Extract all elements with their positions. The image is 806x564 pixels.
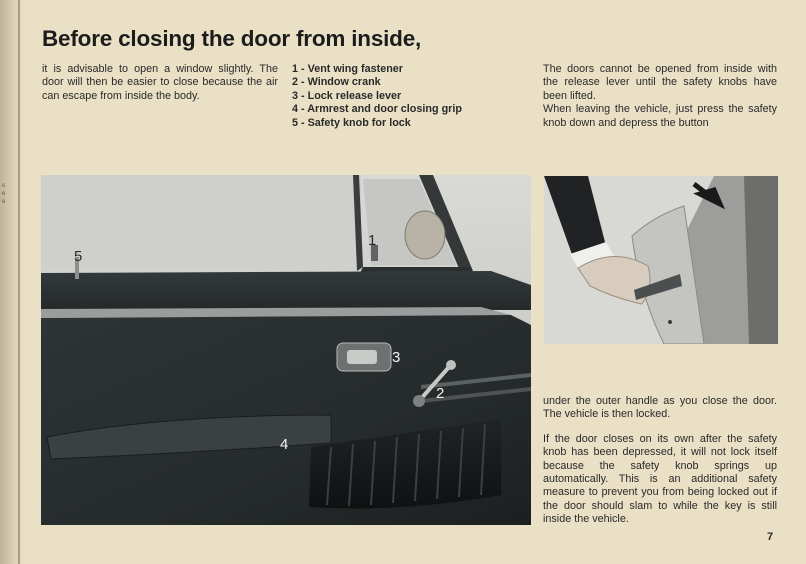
safety-knob-paragraph: The doors cannot be opened from inside with the release lever until the safety knobs have been lifted. xyxy=(543,63,777,102)
door-interior-photo xyxy=(41,175,531,525)
gutter-marks: s e e xyxy=(2,183,6,205)
legend-item: 1 - Vent wing fastener xyxy=(292,63,403,75)
callout-5: 5 xyxy=(74,248,83,265)
auto-spring-paragraph: If the door closes on its own after the safety knob has been depressed, it will not lock itself because the safety knob springs up automatically. This is an additional safety measure to prevent you from being locked out if the door should slam to while the key is still inside the vehicle. xyxy=(543,432,777,526)
parts-legend xyxy=(292,63,462,130)
leaving-vehicle-paragraph: When leaving the vehicle, just press the safety knob down and depress the button xyxy=(543,103,777,129)
callout-3: 3 xyxy=(392,349,401,366)
legend-item: 5 - Safety knob for lock xyxy=(292,116,411,129)
page-number: 7 xyxy=(767,531,774,543)
door-handle-photo xyxy=(544,176,778,344)
intro-paragraph: it is advisable to open a window slightly. The door will then be easier to close because the air can escape from inside the body. xyxy=(42,63,278,102)
right-column-upper xyxy=(543,63,777,130)
right-column-lower xyxy=(543,395,777,538)
legend-item: 4 - Armrest and door closing grip xyxy=(292,103,462,116)
callout-2: 2 xyxy=(436,385,445,402)
page-title: Before closing the door from inside, xyxy=(42,26,422,51)
callout-1: 1 xyxy=(368,232,377,249)
callout-4: 4 xyxy=(280,436,289,453)
page-edge xyxy=(18,0,20,564)
locking-paragraph: under the outer handle as you close the door. The vehicle is then locked. xyxy=(543,395,777,421)
legend-item: 2 - Window crank xyxy=(292,76,381,89)
legend-item: 3 - Lock release lever xyxy=(292,89,402,102)
